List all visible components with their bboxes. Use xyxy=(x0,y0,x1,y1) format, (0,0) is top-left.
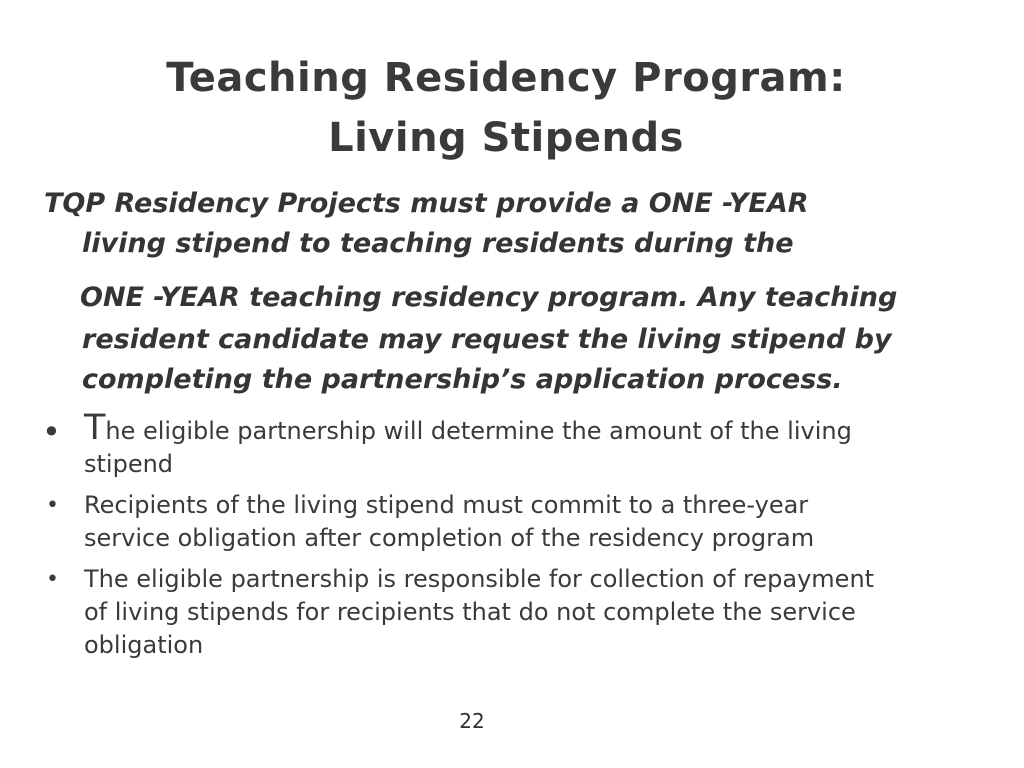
bullet-line: stipend xyxy=(84,450,174,478)
page-number: 22 xyxy=(459,709,485,733)
bullet-line: of living stipends for recipients that do not complete the service xyxy=(84,598,856,626)
bullet-item xyxy=(44,489,994,555)
title-line-1: Teaching Residency Program: xyxy=(166,55,846,101)
bullet-marker: • xyxy=(46,493,59,518)
bullet-item xyxy=(44,563,994,662)
bullet-line: obligation xyxy=(84,631,204,659)
bullet-marker: • xyxy=(46,567,59,592)
bullet-line: The eligible partnership is responsible for collection of repayment xyxy=(84,565,875,593)
intro-paragraph xyxy=(44,184,994,400)
intro-line-4: resident candidate may request the living stipend by xyxy=(82,324,892,355)
intro-line-2: living stipend to teaching residents during the xyxy=(82,228,794,259)
intro-line-1: TQP Residency Projects must provide a ONE -YEAR xyxy=(44,188,809,219)
bullet-marker: • xyxy=(42,413,61,451)
bullet-line: service obligation after completion of the residency program xyxy=(84,524,815,552)
bullet-line: Recipients of the living stipend must commit to a three-year xyxy=(84,491,809,519)
intro-line-3: ONE -YEAR teaching residency program. Any teaching xyxy=(80,282,898,313)
title-line-2: Living Stipends xyxy=(328,115,684,161)
slide-title xyxy=(0,48,1012,168)
bullet-line xyxy=(84,408,994,448)
bullet-item xyxy=(42,408,994,481)
intro-line-5: completing the partnership’s application process. xyxy=(82,364,843,395)
bullet-line-rest: he eligible partnership will determine the amount of the living xyxy=(105,417,852,445)
bullet-initial-letter: T xyxy=(84,408,106,448)
bullet-list xyxy=(42,408,994,670)
